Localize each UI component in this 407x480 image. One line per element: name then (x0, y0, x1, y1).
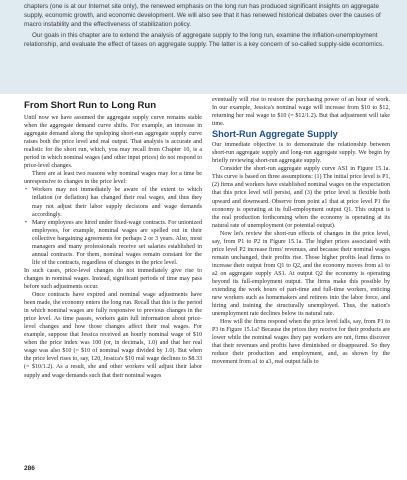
bullet-item: • Workers may not immediately be aware of the extent to which inflation (or deflation) has changed their real wages, and thus they may not adjust their labor supply decisions and wage demands accordingly. (32, 186, 202, 218)
intro-banner (0, 0, 407, 94)
intro-paragraph-1: chapters (one is at our Internet site only), the renewed emphasis on the long run has produced significant insights on aggregate supply, economic growth, and economic development. We will also see that it has renewed historical debates over the causes of macro instability and the effectiveness of stabilization policy. (24, 3, 381, 29)
paragraph: eventually will rise to restore the purchasing power of an hour of work. In our example, Jessica's nominal wage will increase from $10 to $12, returning her real wage to $10 (= $12/1.2). But that adjustment will take time. (212, 97, 390, 128)
intro-text (24, 2, 392, 50)
paragraph: Our immediate objective is to demonstrate the relationship between short-run aggregate supply and long-run aggregate supply. We begin by briefly reviewing short-run aggregate supply. (212, 142, 390, 165)
right-column (212, 96, 390, 367)
paragraph: In such cases, price-level changes do not immediately give rise to changes in nominal wages. Instead, significant periods of time may pass before such adjustments occur. (24, 267, 202, 290)
section-heading-long-run: From Short Run to Long Run (24, 100, 157, 111)
bullet-item: • Many employees are hired under fixed-wage contracts. For unionized employees, for example, nominal wages are spelled out in their collective bargaining agreements for perhaps 2 or 3 years. Also, most managers and many professionals receive set salaries established in annual contracts. For them, nominal wages remain constant for the life of the contracts, regardless of changes in the price level. (32, 219, 202, 267)
left-column (24, 100, 202, 380)
paragraph: Now let's review the short-run effects of changes in the price level, say, from P1 to P2 in Figure 15.1a. The higher prices associated with price level P2 increase firms' revenues, and because their nominal wages remain unchanged, their profits rise. Those higher profits lead firms to increase their output from Q1 to Q2, and the economy moves from a1 to a2 on aggregate supply AS1. At output Q2 the economy is operating beyond its full-employment output. The firms make this possible by extending the work hours of part-time and full-time workers, enticing new workers such as homemakers and retirees into the labor force, and hiring and training the structurally unemployed. Thus, the nation's unemployment rate declines below its natural rate. (212, 230, 390, 318)
bullet-list (24, 186, 202, 266)
section-heading-short-run: Short-Run Aggregate Supply (212, 129, 338, 140)
paragraph: How will the firms respond when the price level falls, say, from P1 to P3 in Figure 15.1a? Because the prices they receive for their products are lower while the nominal wages they pay workers are not, firms discover that their revenues and profits have diminished or disappeared. So they reduce their production and employment, and, as shown by the movement from a1 to a3, real output falls to (212, 319, 390, 366)
paragraph: Until now we have assumed the aggregate supply curve remains stable when the aggregate demand curve shifts. For example, an increase in aggregate demand along the upsloping short-run aggregate supply curve raises both the price level and real output. That analysis is accurate and realistic for the short run, which, you may recall from Chapter 10, is a period in which nominal wages (and other input prices) do not respond to price-level changes. (24, 115, 202, 170)
paragraph: Once contracts have expired and nominal wage adjustments have been made, the economy enters the long run. Recall that this is the period in which nominal wages are fully responsive to previous changes in the price level. As time passes, workers gain full information about price-level changes and how those changes affect their real wages. For example, suppose that Jessica received an hourly nominal wage of $10 when the price index was 100 (or, in decimals, 1.0) and that her real wage was also $10 (= $10 of nominal wage divided by 1.0). But when the price level rises to, say, 120, Jessica's $10 real wage declines to $8.33 (= $10/1.2). As a result, she and other workers will adjust their labor supply and wage demands such that their nominal wages (24, 292, 202, 379)
paragraph: Consider the short-run aggregate supply curve AS1 in Figure 15.1a. This curve is based on three assumptions: (1) The initial price level is P1, (2) firms and workers have established nominal wages on the expectation that this price level will persist, and (3) the price level is flexible both upward and downward. Observe from point a1 that at price level P1 the economy is operating at its full-employment output Q1. This output is the real production forthcoming when the economy is operating at its natural rate of unemployment (or potential output). (212, 166, 390, 229)
page-number: 286 (24, 465, 35, 472)
intro-paragraph-2: Our goals in this chapter are to extend the analysis of aggregate supply to the long run, examine the inflation-unemployment relationship, and evaluate the effect of taxes on aggregate supply. The latter is a key concern of so-called supply-side economics. (24, 31, 384, 48)
paragraph: There are at least two reasons why nominal wages may for a time be unresponsive to changes in the price level: (24, 171, 202, 186)
